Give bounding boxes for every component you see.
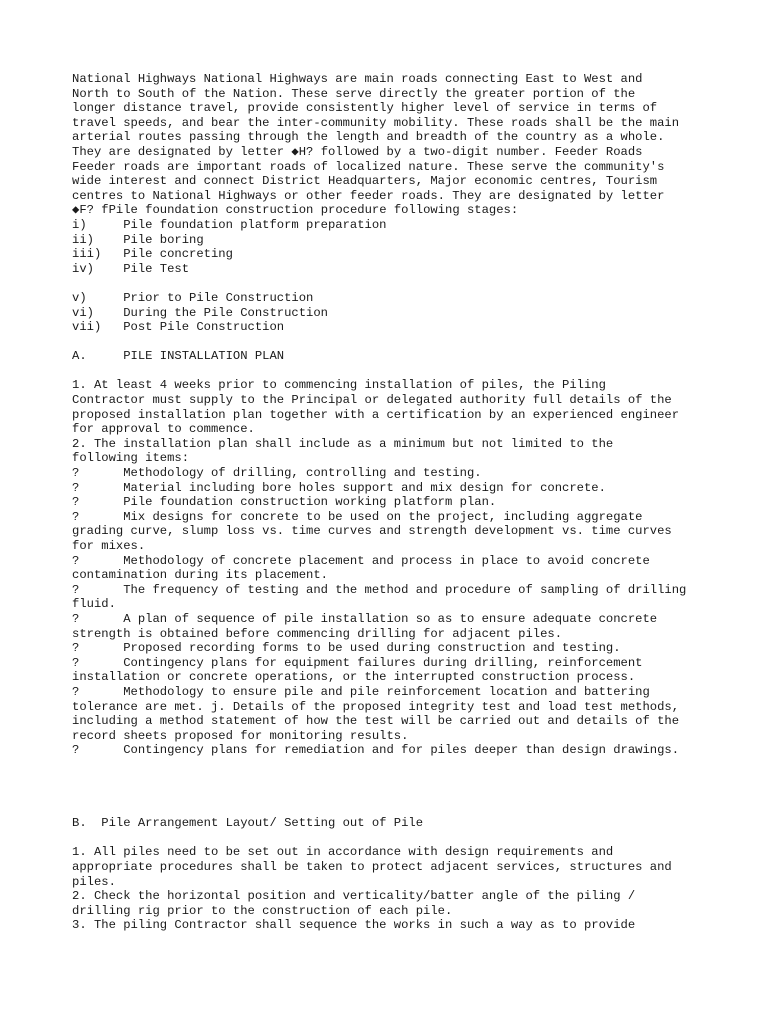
- list-item: ? Material including bore holes support and mix design for concrete.: [72, 480, 606, 495]
- text-line: proposed installation plan together with a certification by an experienced engineer: [72, 407, 680, 422]
- text-line: longer distance travel, provide consistently higher level of service in terms of: [72, 101, 658, 116]
- phases-list: [72, 291, 702, 335]
- document-body: [72, 72, 702, 933]
- list-item: ? Contingency plans for equipment failures during drilling, reinforcement: [72, 655, 643, 670]
- intro-paragraph: [72, 72, 702, 218]
- text-line: wide interest and connect District Headquarters, Major economic centres, Tourism: [72, 174, 658, 189]
- spacer: [72, 364, 702, 379]
- text-line: contamination during its placement.: [72, 568, 328, 583]
- text-line: Contractor must supply to the Principal or delegated authority full details of the: [72, 393, 672, 408]
- text-line: record sheets proposed for monitoring results.: [72, 728, 409, 743]
- text-line: centres to National Highways or other feeder roads. They are designated by letter: [72, 188, 665, 203]
- text-line: including a method statement of how the test will be carried out and details of the: [72, 714, 680, 729]
- list-item: ? Methodology to ensure pile and pile reinforcement location and battering: [72, 684, 650, 699]
- spacer: [72, 335, 702, 350]
- list-item: ? A plan of sequence of pile installation so as to ensure adequate concrete: [72, 611, 658, 626]
- text-line: They are designated by letter ◆H? followed by a two-digit number. Feeder Roads: [72, 144, 643, 159]
- list-item: vi) During the Pile Construction: [72, 305, 328, 320]
- list-item: ? Proposed recording forms to be used during construction and testing.: [72, 641, 621, 656]
- stages-list: [72, 218, 702, 276]
- text-line: 3. The piling Contractor shall sequence the works in such a way as to provide: [72, 918, 636, 933]
- text-line: drilling rig prior to the construction of each pile.: [72, 903, 453, 918]
- list-item: v) Prior to Pile Construction: [72, 290, 314, 305]
- text-line: National Highways National Highways are main roads connecting East to West and: [72, 72, 643, 86]
- list-item: iv) Pile Test: [72, 261, 190, 276]
- text-line: tolerance are met. j. Details of the proposed integrity test and load test methods,: [72, 699, 680, 714]
- text-line: North to South of the Nation. These serve directly the greater portion of the: [72, 86, 636, 101]
- text-line: ◆F? fPile foundation construction procedure following stages:: [72, 203, 519, 218]
- list-item: ? Methodology of drilling, controlling and testing.: [72, 466, 482, 481]
- text-line: travel speeds, and bear the inter-community mobility. These roads shall be the main: [72, 115, 680, 130]
- spacer: [72, 831, 702, 846]
- text-line: fluid.: [72, 597, 116, 612]
- section-a-body: [72, 378, 702, 757]
- text-line: 1. All piles need to be set out in accordance with design requirements and: [72, 845, 614, 860]
- text-line: appropriate procedures shall be taken to protect adjacent services, structures and: [72, 860, 672, 875]
- list-item: ? Pile foundation construction working platform plan.: [72, 495, 497, 510]
- text-line: for mixes.: [72, 539, 146, 553]
- text-line: installation or concrete operations, or the interrupted construction process.: [72, 670, 636, 685]
- text-line: 2. Check the horizontal position and verticality/batter angle of the piling /: [72, 889, 636, 904]
- list-item: iii) Pile concreting: [72, 247, 233, 262]
- text-line: for approval to commence.: [72, 422, 255, 437]
- list-item: vii) Post Pile Construction: [72, 320, 285, 335]
- section-a-heading: A. PILE INSTALLATION PLAN: [72, 349, 285, 364]
- list-item: ? Contingency plans for remediation and for piles deeper than design drawings.: [72, 743, 680, 758]
- text-line: Feeder roads are important roads of localized nature. These serve the community's: [72, 159, 665, 174]
- text-line: piles.: [72, 874, 116, 889]
- text-line: grading curve, slump loss vs. time curves and strength development vs. time curves: [72, 524, 672, 539]
- list-item: ii) Pile boring: [72, 232, 204, 247]
- spacer: [72, 758, 702, 816]
- section-b-body: [72, 845, 702, 933]
- text-line: strength is obtained before commencing drilling for adjacent piles.: [72, 626, 563, 641]
- list-item: ? Mix designs for concrete to be used on the project, including aggregate: [72, 509, 643, 524]
- text-line: 1. At least 4 weeks prior to commencing installation of piles, the Piling: [72, 378, 606, 393]
- text-line: following items:: [72, 451, 190, 466]
- list-item: ? Methodology of concrete placement and process in place to avoid concrete: [72, 553, 650, 568]
- list-item: ? The frequency of testing and the method and procedure of sampling of drilling: [72, 582, 687, 597]
- section-b-heading: B. Pile Arrangement Layout/ Setting out of Pile: [72, 816, 424, 831]
- spacer: [72, 276, 702, 291]
- text-line: arterial routes passing through the length and breadth of the country as a whole.: [72, 130, 665, 145]
- list-item: i) Pile foundation platform preparation: [72, 217, 387, 232]
- text-line: 2. The installation plan shall include as a minimum but not limited to the: [72, 436, 614, 451]
